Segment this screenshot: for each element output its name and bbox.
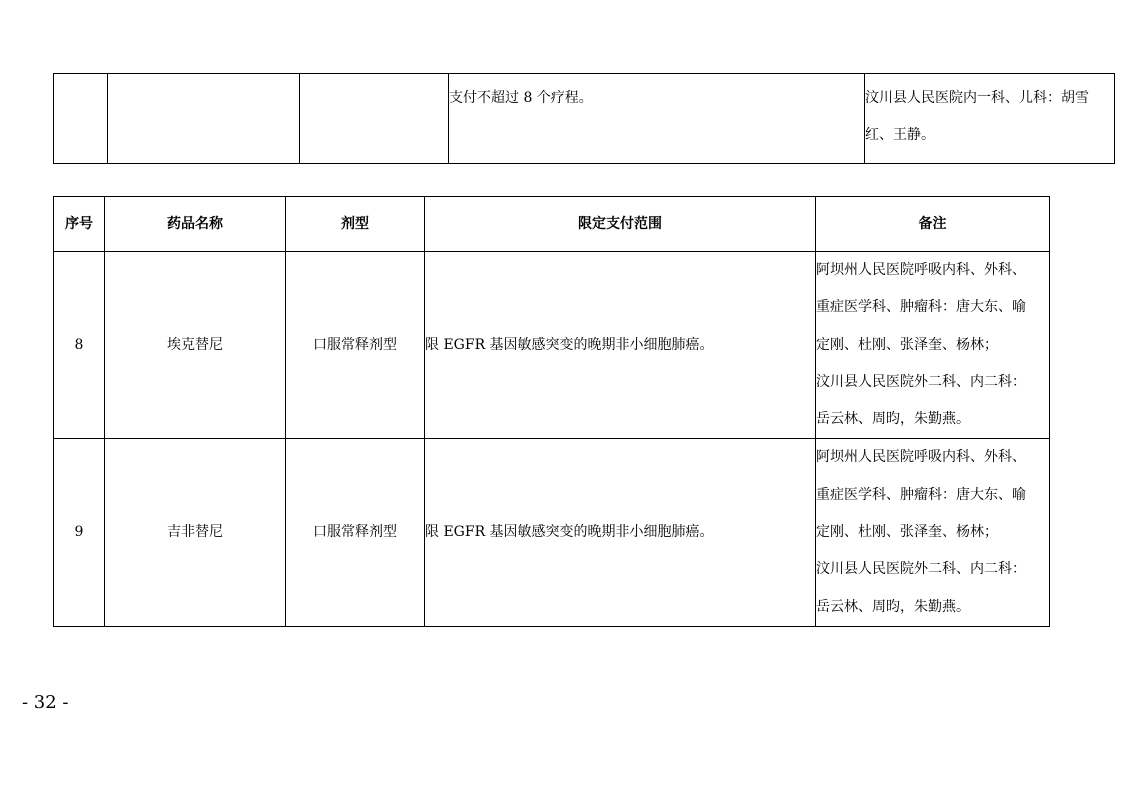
note-text: 阿坝州人民医院呼吸内科、外科、 重症医学科、肿瘤科：唐大东、喻 定刚、杜刚、张泽奎、杨林； 汶川县人民医院外二科、内二科： 岳云林、周昀，朱勤燕。: [816, 262, 1026, 428]
cell-scope: 限 EGFR 基因敏感突变的晚期非小细胞肺癌。: [425, 252, 816, 439]
cell-dosage-form: 口服常释剂型: [286, 439, 425, 626]
cell-dosage-form: 口服常释剂型: [286, 252, 425, 439]
cell-drug-name: 埃克替尼: [105, 252, 286, 439]
header-scope: 限定支付范围: [425, 197, 816, 252]
table-header-row: [54, 197, 1050, 252]
table-row: [54, 74, 1115, 164]
table-row: [54, 252, 1050, 439]
drug-table: [53, 196, 1050, 627]
note-text: 阿坝州人民医院呼吸内科、外科、 重症医学科、肿瘤科：唐大东、喻 定刚、杜刚、张泽奎、杨林； 汶川县人民医院外二科、内二科： 岳云林、周昀，朱勤燕。: [816, 449, 1026, 615]
cell-dosage-form: [300, 74, 449, 164]
cell-no: [54, 74, 108, 164]
table-row: [54, 439, 1050, 626]
cell-no: 8: [54, 252, 105, 439]
cell-note: [865, 74, 1115, 164]
cell-scope: [449, 74, 865, 164]
header-note: 备注: [816, 197, 1050, 252]
cell-drug-name: [108, 74, 300, 164]
cell-note: [816, 439, 1050, 626]
scope-text: 支付不超过 8 个疗程。: [449, 90, 593, 106]
header-dosage-form: 剂型: [286, 197, 425, 252]
header-drug-name: 药品名称: [105, 197, 286, 252]
cell-note: [816, 252, 1050, 439]
continuation-table: [53, 73, 1115, 164]
header-no: 序号: [54, 197, 105, 252]
page-number: - 32 -: [22, 692, 69, 713]
cell-drug-name: 吉非替尼: [105, 439, 286, 626]
cell-no: 9: [54, 439, 105, 626]
note-text: 汶川县人民医院内一科、儿科：胡雪 红、王静。: [865, 90, 1089, 144]
cell-scope: 限 EGFR 基因敏感突变的晚期非小细胞肺癌。: [425, 439, 816, 626]
